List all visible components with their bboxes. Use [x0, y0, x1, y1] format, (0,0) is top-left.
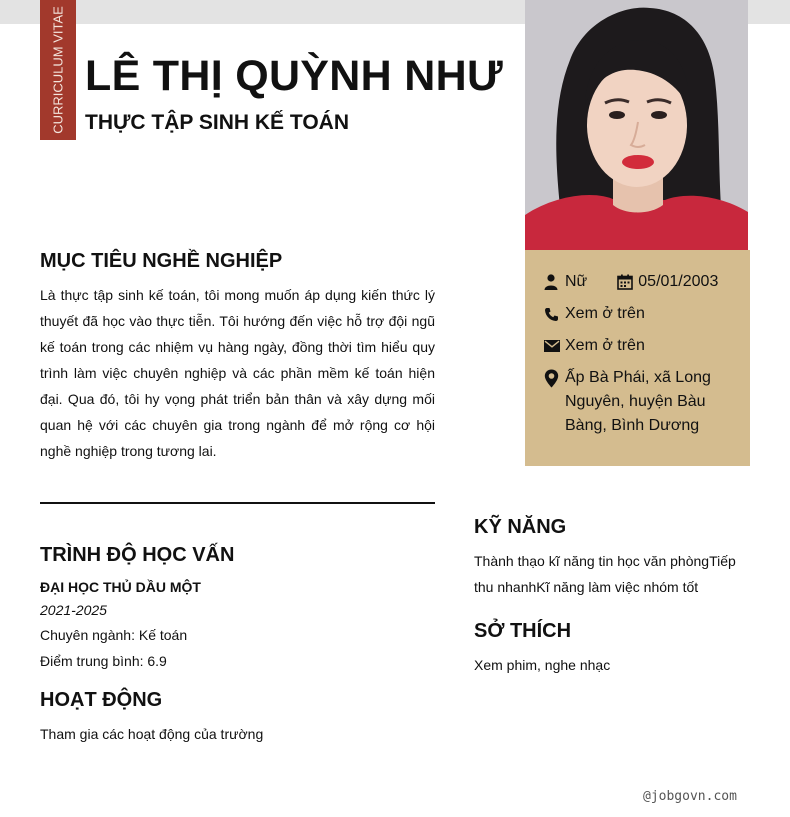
education-period: 2021-2025: [40, 602, 107, 618]
gender-birthdate-row: [544, 270, 736, 294]
location-pin-icon: [544, 366, 562, 390]
email-value: Xem ở trên: [565, 337, 645, 354]
skills-text: Thành thạo kĩ năng tin học văn phòngTiếp thu nhanhKĩ năng làm việc nhóm tốt: [474, 553, 736, 595]
phone-value: Xem ở trên: [565, 305, 645, 322]
address-line-2: Nguyên, huyện Bàu: [565, 393, 706, 410]
address-value: [565, 366, 711, 438]
objective-heading: MỤC TIÊU NGHỀ NGHIỆP: [40, 250, 283, 272]
education-gpa: Điểm trung bình: 6.9: [40, 653, 167, 669]
address-row: [544, 366, 736, 438]
education-heading: TRÌNH ĐỘ HỌC VẤN: [40, 544, 235, 566]
education-major: Chuyên ngành: Kế toán: [40, 627, 188, 643]
hobbies-text: Xem phim, nghe nhạc: [474, 657, 611, 673]
activities-text: Tham gia các hoạt động của trường: [40, 726, 264, 742]
hobbies-heading: SỞ THÍCH: [474, 620, 572, 642]
contact-info-box: [525, 250, 750, 466]
section-divider: [40, 502, 435, 504]
envelope-icon: [544, 334, 562, 358]
gender-value: Nữ: [565, 273, 588, 290]
profile-photo: [525, 0, 748, 250]
address-line-1: Ấp Bà Phái, xã Long: [565, 369, 711, 386]
candidate-name: LÊ THỊ QUỲNH NHƯ: [85, 52, 503, 100]
phone-row: [544, 302, 736, 326]
education-school: ĐẠI HỌC THỦ DẦU MỘT: [40, 579, 201, 595]
skills-heading: KỸ NĂNG: [474, 516, 567, 538]
curriculum-vitae-label: CURRICULUM VITAE: [50, 6, 66, 134]
objective-text: Là thực tập sinh kế toán, tôi mong muốn áp dụng kiến thức lý thuyết đã học vào thực tiễn. Tôi hướng đến việc hỗ trợ đội ngũ kế toán trong các nhiệm vụ hàng ngày, đồng thời tìm hiểu quy trình làm việc chuyên nghiệp và các phần mềm kế toán hiện đại. Qua đó, tôi hy vọng phát triển bản thân và xây dựng mối quan hệ với các chuyên gia trong ngành để mở rộng cơ hội nghề nghiệp trong tương lai.: [40, 287, 435, 459]
site-watermark: @jobgovn.com: [643, 789, 737, 804]
curriculum-vitae-tab: [40, 0, 76, 140]
person-icon: [544, 270, 562, 294]
phone-icon: [544, 302, 562, 326]
activities-heading: HOẠT ĐỘNG: [40, 689, 163, 711]
calendar-icon: [617, 270, 635, 294]
email-row: [544, 334, 736, 358]
birthdate-value: 05/01/2003: [638, 273, 719, 290]
profile-photo-illustration: [525, 0, 748, 250]
address-line-3: Bàng, Bình Dương: [565, 417, 700, 434]
candidate-role: THỰC TẬP SINH KẾ TOÁN: [85, 111, 349, 134]
